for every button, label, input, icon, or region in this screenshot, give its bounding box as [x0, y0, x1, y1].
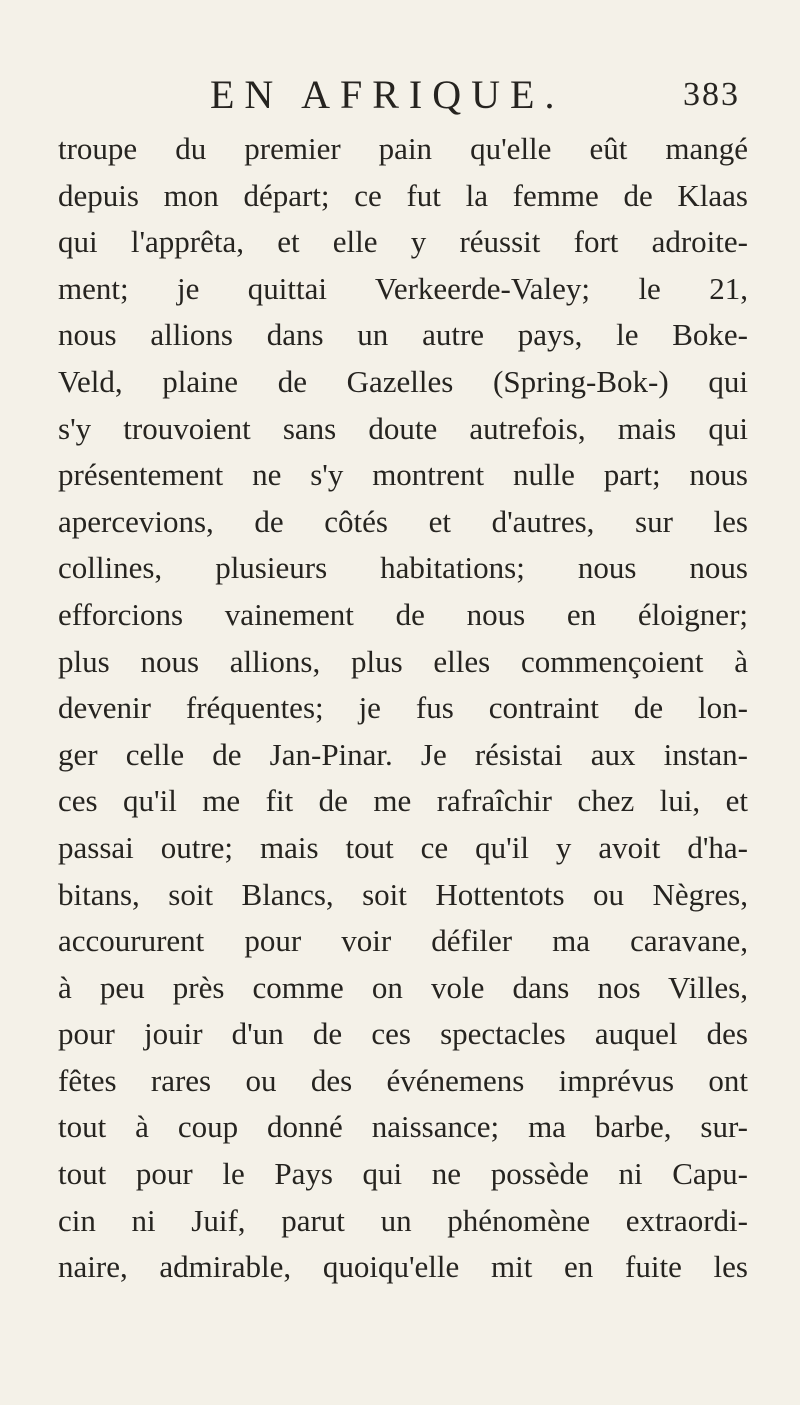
text-line: Veld, plaine de Gazelles (Spring-Bok-) qui — [58, 363, 748, 399]
text-line: tout pour le Pays qui ne possède ni Capu- — [58, 1156, 748, 1192]
text-line: accoururent pour voir défiler ma caravane, — [58, 923, 748, 959]
text-line: apercevions, de côtés et d'autres, sur les — [58, 503, 748, 539]
text-line: passai outre; mais tout ce qu'il y avoit d'ha- — [58, 829, 748, 865]
text-line: nous allions dans un autre pays, le Boke- — [58, 317, 748, 353]
text-line: plus nous allions, plus elles commençoient à — [58, 643, 748, 679]
text-line: naire, admirable, quoiqu'elle mit en fuite les — [58, 1249, 748, 1285]
text-line: pour jouir d'un de ces spectacles auquel des — [58, 1016, 748, 1052]
text-line: efforcions vainement de nous en éloigner; — [58, 596, 748, 632]
text-line: troupe du premier pain qu'elle eût mangé — [58, 131, 748, 166]
text-line: fêtes rares ou des événemens imprévus ont — [58, 1062, 748, 1098]
running-title: EN AFRIQUE. — [210, 72, 565, 117]
text-line: collines, plusieurs habitations; nous nous — [58, 550, 748, 586]
running-head — [210, 70, 740, 120]
text-line: depuis mon départ; ce fut la femme de Klaas — [58, 177, 748, 213]
text-line: ment; je quittai Verkeerde-Valey; le 21, — [58, 270, 748, 306]
page-number: 383 — [683, 76, 740, 113]
text-line: présentement ne s'y montrent nulle part; nous — [58, 457, 748, 493]
text-line: tout à coup donné naissance; ma barbe, sur- — [58, 1109, 748, 1145]
text-line: s'y trouvoient sans doute autrefois, mais qui — [58, 410, 748, 446]
text-line: ger celle de Jan-Pinar. Je résistai aux instan- — [58, 736, 748, 772]
text-line: devenir fréquentes; je fus contraint de lon- — [58, 690, 748, 726]
body-text — [58, 126, 748, 1291]
text-line: bitans, soit Blancs, soit Hottentots ou Nègres, — [58, 876, 748, 912]
text-line: ces qu'il me fit de me rafraîchir chez lui, et — [58, 783, 748, 819]
text-line: cin ni Juif, parut un phénomène extraordi- — [58, 1202, 748, 1238]
text-line: à peu près comme on vole dans nos Villes, — [58, 969, 748, 1005]
text-line: qui l'apprêta, et elle y réussit fort adroite- — [58, 224, 748, 260]
